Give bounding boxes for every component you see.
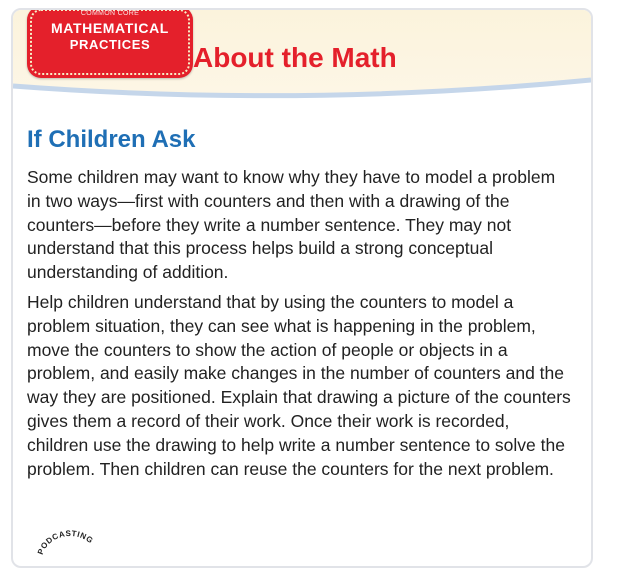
badge-common-core-label: COMMON CORE (80, 10, 140, 17)
badge-line-practices: PRACTICES (69, 37, 151, 52)
about-the-math-panel (11, 8, 593, 568)
podcasting-label: PODCASTING (35, 530, 95, 556)
section-heading: If Children Ask (27, 126, 196, 153)
paragraph-1: Some children may want to know why they have to model a problem in two ways—first with counters and then with a drawing of the counters—before they write a number sentence. They may not understand that this process helps build a strong conceptual understanding of addition. (27, 167, 556, 283)
badge-line-mathematical: MATHEMATICAL (51, 20, 169, 36)
paragraph-2: Help children understand that by using the counters to model a problem situation, they can see what is happening in the problem, move the counters to show the action of people or objects in a problem, and easily make changes in the number of counters and the way they are positioned. Explain that drawing a picture of the counters gives them a record of their work. Once their work is recorded, children use the drawing to help write a number sentence to solve the problem. Then children can reuse the counters for the next problem. (27, 292, 571, 479)
page-title: About the Math (193, 42, 397, 73)
podcasting-icon (30, 530, 110, 560)
header-wave (13, 74, 591, 114)
mathematical-practices-badge (27, 8, 193, 78)
